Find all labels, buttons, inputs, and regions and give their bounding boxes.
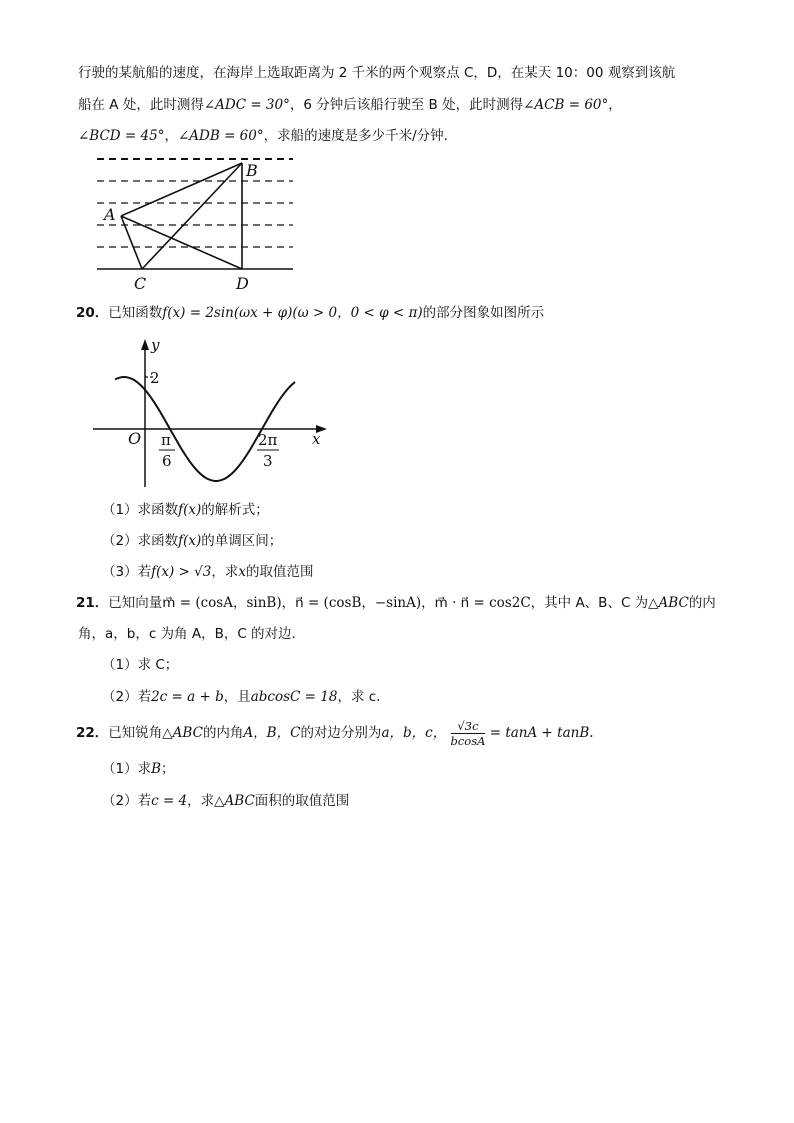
q19-angle-acb: ∠ACB = 60° bbox=[523, 97, 609, 113]
q22-part2-text-c: 面积的取值范围 bbox=[254, 793, 350, 809]
q22-part1 bbox=[102, 760, 175, 778]
q21-part2-tag: （2） bbox=[102, 689, 138, 705]
q20-part3-text-a: 若 bbox=[137, 564, 152, 580]
q22-stem-text-c: 的对边分别为 bbox=[300, 725, 382, 741]
q20-part2-text-b: 的单调区间； bbox=[201, 533, 283, 549]
q21-vector-n: n⃗ = (cosB，−sinA) bbox=[295, 595, 422, 611]
q20-part1-text-b: 的解析式； bbox=[201, 502, 269, 518]
tick-pi6-numerator: π bbox=[161, 431, 171, 449]
label-d: D bbox=[236, 274, 249, 293]
q20-number: 20． bbox=[76, 305, 109, 321]
q20-part2 bbox=[102, 532, 282, 550]
q22-part2-equation: c = 4 bbox=[151, 793, 188, 809]
q21-part2-text-a: 若 bbox=[137, 689, 152, 705]
tick-2pi3-denominator: 3 bbox=[263, 452, 273, 470]
q21-part1-text: 求 C； bbox=[137, 657, 179, 673]
label-b: B bbox=[246, 161, 258, 180]
q21-sep-2: ， bbox=[421, 595, 435, 611]
q21-dot-product: m⃗ · n⃗ = cos2C bbox=[434, 595, 531, 611]
q20-function: f(x) = 2sin(ωx + φ)(ω > 0，0 < φ < π) bbox=[162, 305, 423, 321]
q22-sides: a，b，c， bbox=[381, 725, 447, 741]
q22-part2 bbox=[102, 792, 349, 810]
q22-part1-text-c: ； bbox=[161, 761, 175, 777]
q20-stem-text-a: 已知函数 bbox=[108, 305, 163, 321]
label-a: A bbox=[104, 205, 116, 224]
q19-line2-text-b: ，6 分钟后该船行驶至 B 处，此时测得 bbox=[289, 97, 524, 113]
q20-part1 bbox=[102, 501, 269, 519]
q22-number: 22． bbox=[76, 725, 109, 741]
q20-stem-text-b: 的部分图象如图所示 bbox=[422, 305, 545, 321]
q20-part1-text-a: 求函数 bbox=[137, 502, 179, 518]
q21-part1-tag: （1） bbox=[102, 657, 138, 673]
q22-stem-text-a: 已知锐角 bbox=[108, 725, 163, 741]
q21-vector-m: m⃗ = (cosA，sinB) bbox=[162, 595, 282, 611]
q19-line2-text-a: 船在 A 处，此时测得 bbox=[78, 97, 204, 113]
q22-fraction-denominator: bcosA bbox=[450, 733, 486, 748]
q20-part2-text-a: 求函数 bbox=[137, 533, 179, 549]
y-axis-arrow bbox=[141, 339, 149, 350]
q20-part3-variable: x bbox=[238, 564, 246, 580]
q19-angle-bcd: ∠BCD = 45° bbox=[78, 128, 165, 144]
q21-part2 bbox=[102, 688, 380, 706]
q20-part3 bbox=[102, 563, 313, 581]
max-value-label: 2 bbox=[150, 369, 160, 387]
q20-part1-func: f(x) bbox=[178, 502, 202, 518]
axis-label-y: y bbox=[151, 336, 160, 354]
q20-part3-tag: （3） bbox=[102, 564, 138, 580]
q21-line2: 角，a，b，c 为角 A，B，C 的对边. bbox=[78, 626, 296, 642]
q20-part2-tag: （2） bbox=[102, 533, 138, 549]
q22-part2-text-a: 若 bbox=[137, 793, 152, 809]
q21-sep-1: ， bbox=[281, 595, 296, 611]
q21-stem-text-b: ，其中 A、B、C 为 bbox=[530, 595, 649, 611]
q21-part1 bbox=[102, 656, 178, 674]
q21-triangle: △ABC bbox=[648, 595, 689, 611]
q22-part1-text-a: 求 bbox=[137, 761, 152, 777]
q22-part2-triangle: △ABC bbox=[214, 793, 255, 809]
q21-part2-text-c: ，求 c. bbox=[337, 689, 381, 705]
q20-graph bbox=[0, 0, 794, 500]
q21-number: 21． bbox=[76, 595, 109, 611]
q20-part1-tag: （1） bbox=[102, 502, 138, 518]
q19-line1: 行驶的某航船的速度，在海岸上选取距离为 2 千米的两个观察点 C，D，在某天 10：00 观察到该航 bbox=[78, 65, 676, 81]
q21-part2-text-b: ，且 bbox=[223, 689, 251, 705]
q19-line3-sep: ， bbox=[164, 128, 178, 144]
q22-stem bbox=[76, 716, 594, 750]
q22-fraction-numerator: √3c bbox=[451, 720, 486, 734]
q21-stem-text-c: 的内 bbox=[688, 595, 716, 611]
origin-label: O bbox=[128, 429, 142, 448]
axis-label-x: x bbox=[312, 430, 321, 448]
q22-stem-text-b: 的内角 bbox=[202, 725, 244, 741]
q22-part1-tag: （1） bbox=[102, 761, 138, 777]
q22-part2-text-b: ，求 bbox=[187, 793, 215, 809]
q20-part3-text-c: 的取值范围 bbox=[245, 564, 314, 580]
q21-part2-equation-1: 2c = a + b bbox=[151, 689, 224, 705]
q19-angle-adc: ∠ADC = 30° bbox=[203, 97, 290, 113]
label-c: C bbox=[134, 274, 147, 293]
q22-fraction bbox=[451, 720, 486, 747]
q19-angle-adb: ∠ADB = 60° bbox=[177, 128, 264, 144]
q22-part2-tag: （2） bbox=[102, 793, 138, 809]
q20-part3-inequality: f(x) > √3 bbox=[151, 564, 212, 580]
q22-part1-angle: B bbox=[151, 761, 162, 777]
q22-angles: A，B，C bbox=[243, 725, 301, 741]
q19-line3-text: ，求船的速度是多少千米/分钟. bbox=[263, 128, 448, 144]
tick-2pi3-numerator: 2π bbox=[258, 431, 278, 449]
q22-triangle: △ABC bbox=[162, 725, 203, 741]
tick-pi6-denominator: 6 bbox=[162, 452, 172, 470]
q21-stem bbox=[76, 594, 716, 612]
q21-stem-text-a: 已知向量 bbox=[108, 595, 163, 611]
q22-equation-rhs: = tanA + tanB. bbox=[489, 725, 594, 741]
q19-line2-text-c: ， bbox=[608, 97, 622, 113]
q21-part2-equation-2: abcosC = 18 bbox=[250, 689, 338, 705]
q20-part3-text-b: ，求 bbox=[211, 564, 239, 580]
q20-part2-func: f(x) bbox=[178, 533, 202, 549]
